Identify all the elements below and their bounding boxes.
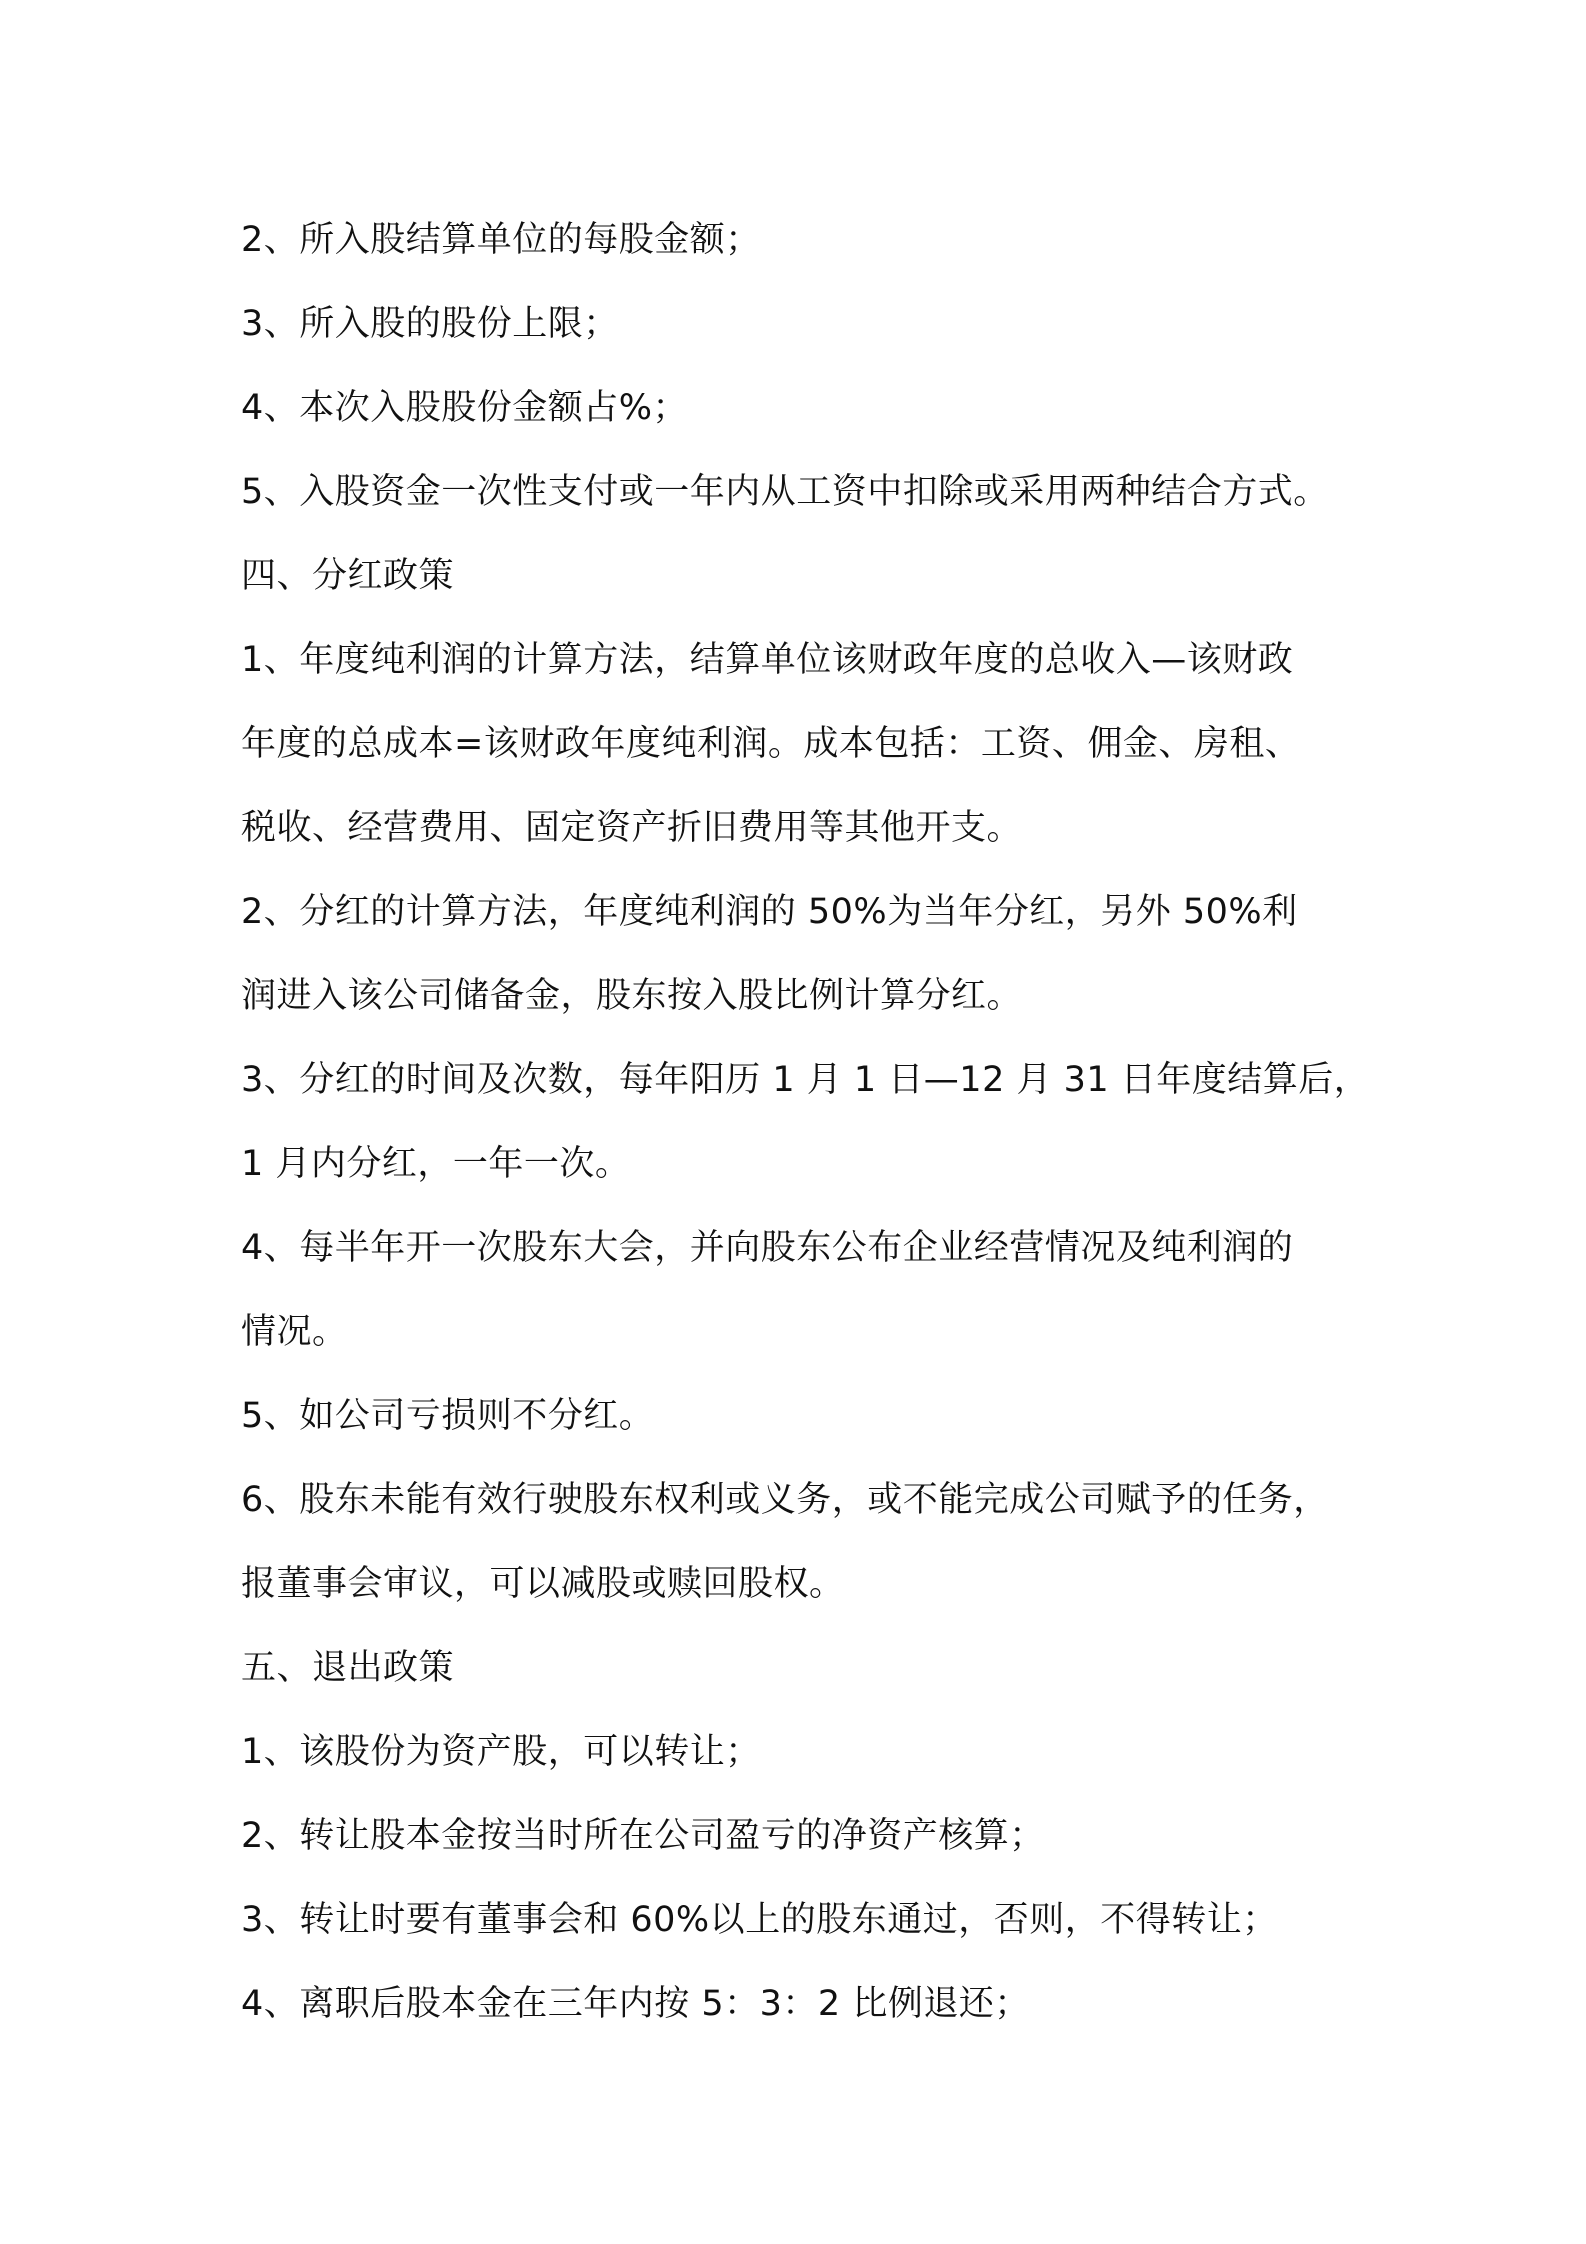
list-item: 2、转让股本金按当时所在公司盈亏的净资产核算； xyxy=(241,1816,1045,1856)
list-item-continuation: 年度的总成本=该财政年度纯利润。成本包括：工资、佣金、房租、 xyxy=(241,724,1301,764)
list-item: 3、所入股的股份上限； xyxy=(241,304,619,344)
list-item: 4、每半年开一次股东大会，并向股东公布企业经营情况及纯利润的 xyxy=(241,1228,1294,1268)
list-item-continuation: 报董事会审议，可以减股或赎回股权。 xyxy=(241,1564,845,1604)
section-heading-dividend-policy: 四、分红政策 xyxy=(241,556,455,596)
document-body xyxy=(241,198,1370,2046)
list-item: 2、所入股结算单位的每股金额； xyxy=(241,220,761,260)
list-item: 3、转让时要有董事会和 60%以上的股东通过，否则，不得转让； xyxy=(241,1900,1278,1940)
section-heading-exit-policy: 五、退出政策 xyxy=(241,1648,455,1688)
list-item: 5、入股资金一次性支付或一年内从工资中扣除或采用两种结合方式。 xyxy=(241,472,1329,512)
list-item: 3、分红的时间及次数，每年阳历 1 月 1 日—12 月 31 日年度结算后， xyxy=(241,1060,1370,1100)
list-item: 5、如公司亏损则不分红。 xyxy=(241,1396,655,1436)
list-item-continuation: 润进入该公司储备金，股东按入股比例计算分红。 xyxy=(241,976,1023,1016)
list-item-continuation: 1 月内分红，一年一次。 xyxy=(241,1144,631,1184)
list-item: 6、股东未能有效行驶股东权利或义务，或不能完成公司赋予的任务， xyxy=(241,1480,1329,1520)
list-item: 1、该股份为资产股，可以转让； xyxy=(241,1732,761,1772)
list-item: 4、离职后股本金在三年内按 5：3：2 比例退还； xyxy=(241,1984,1030,2024)
list-item-continuation: 税收、经营费用、固定资产折旧费用等其他开支。 xyxy=(241,808,1023,848)
list-item: 4、本次入股股份金额占%； xyxy=(241,388,689,428)
list-item-continuation: 情况。 xyxy=(241,1312,348,1352)
list-item: 1、年度纯利润的计算方法，结算单位该财政年度的总收入—该财政 xyxy=(241,640,1294,680)
list-item: 2、分红的计算方法，年度纯利润的 50%为当年分红，另外 50%利 xyxy=(241,892,1298,932)
